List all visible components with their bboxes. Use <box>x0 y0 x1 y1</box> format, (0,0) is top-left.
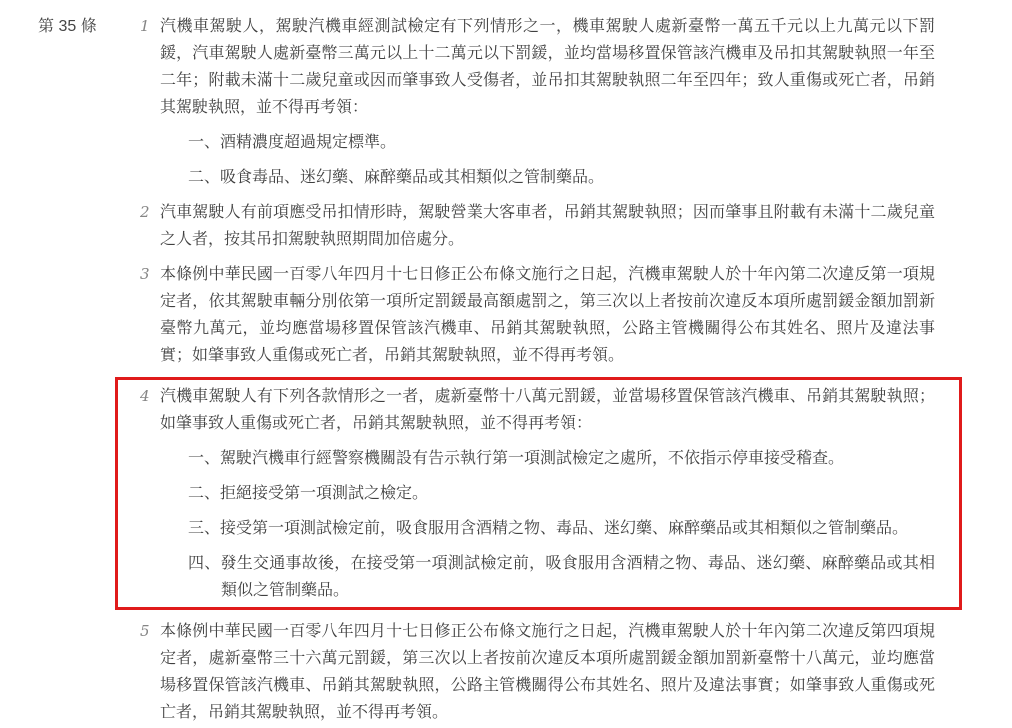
paragraph-4-body <box>160 383 935 604</box>
paragraph-4 <box>140 383 959 604</box>
paragraph-3-number: 3 <box>140 265 150 283</box>
paragraph-5 <box>140 618 962 726</box>
article-number-label: 第 35 條 <box>38 18 97 35</box>
paragraph-1 <box>140 13 962 191</box>
paragraph-1-text: 汽機車駕駛人，駕駛汽機車經測試檢定有下列情形之一，機車駕駛人處新臺幣一萬五千元以上九萬元以下罰鍰，汽車駕駛人處新臺幣三萬元以上十二萬元以下罰鍰，並均當場移置保管該汽機車及吊扣其駕駛執照一年至二年；附載未滿十二歲兒童或因而肇事致人受傷者，並吊扣其駕駛執照二年至四年；致人重傷或死亡者，吊銷其駕駛執照，並不得再考領： <box>160 18 935 116</box>
paragraph-4-text: 汽機車駕駛人有下列各款情形之一者，處新臺幣十八萬元罰鍰，並當場移置保管該汽機車、吊銷其駕駛執照；如肇事致人重傷或死亡者，吊銷其駕駛執照，並不得再考領： <box>160 388 935 432</box>
paragraph-2-body <box>160 199 935 253</box>
paragraph-2 <box>140 199 962 253</box>
red-highlight-annotation-box <box>115 377 962 610</box>
paragraph-1-body <box>160 13 935 191</box>
paragraph-4-item-1: 一、駕駛汽機車行經警察機關設有告示執行第一項測試檢定之處所，不依指示停車接受稽查。 <box>188 450 845 467</box>
paragraph-4-number: 4 <box>140 387 150 405</box>
paragraph-3 <box>140 261 962 369</box>
paragraph-4-item-4: 四、發生交通事故後，在接受第一項測試檢定前，吸食服用含酒精之物、毒品、迷幻藥、麻醉藥品或其相類似之管制藥品。 <box>188 555 935 599</box>
paragraph-5-text: 本條例中華民國一百零八年四月十七日修正公布條文施行之日起，汽機車駕駛人於十年內第二次違反第四項規定者，處新臺幣三十六萬元罰鍰，第三次以上者按前次違反本項所處罰鍰金額加罰新臺幣十八萬元，並均應當場移置保管該汽機車、吊銷其駕駛執照，公路主管機關得公布其姓名、照片及違法事實；如肇事致人重傷或死亡者，吊銷其駕駛執照，並不得再考領。 <box>160 623 935 721</box>
article-paragraphs <box>140 13 962 726</box>
paragraph-3-text: 本條例中華民國一百零八年四月十七日修正公布條文施行之日起，汽機車駕駛人於十年內第二次違反第一項規定者，依其駕駛車輛分別依第一項所定罰鍰最高額處罰之，第三次以上者按前次違反本項所處罰鍰金額加罰新臺幣九萬元，並均應當場移置保管該汽機車、吊銷其駕駛執照，公路主管機關得公布其姓名、照片及違法事實；如肇事致人重傷或死亡者，吊銷其駕駛執照，並不得再考領。 <box>160 266 935 364</box>
paragraph-5-body <box>160 618 935 726</box>
paragraph-2-number: 2 <box>140 203 150 221</box>
paragraph-1-item-2: 二、吸食毒品、迷幻藥、麻醉藥品或其相類似之管制藥品。 <box>188 169 605 186</box>
paragraph-1-number: 1 <box>140 17 150 35</box>
paragraph-1-item-1: 一、酒精濃度超過規定標準。 <box>188 134 397 151</box>
paragraph-4-item-3: 三、接受第一項測試檢定前，吸食服用含酒精之物、毒品、迷幻藥、麻醉藥品或其相類似之管制藥品。 <box>188 520 909 537</box>
paragraph-2-text: 汽車駕駛人有前項應受吊扣情形時，駕駛營業大客車者，吊銷其駕駛執照；因而肇事且附載有未滿十二歲兒童之人者，按其吊扣駕駛執照期間加倍處分。 <box>160 204 935 248</box>
paragraph-3-body <box>160 261 935 369</box>
paragraph-5-number: 5 <box>140 622 150 640</box>
paragraph-4-item-2: 二、拒絕接受第一項測試之檢定。 <box>188 485 429 502</box>
